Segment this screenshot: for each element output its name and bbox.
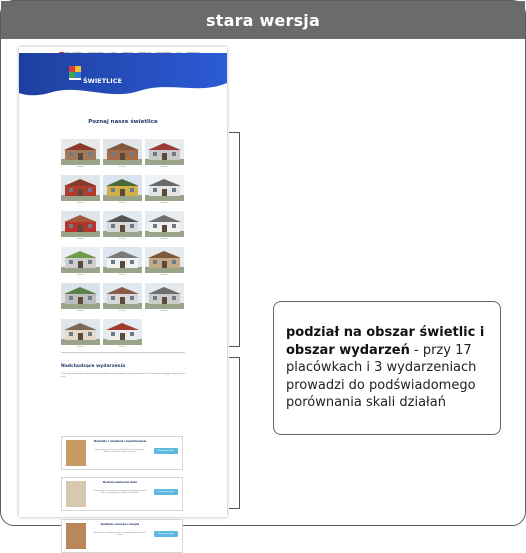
place-caption: Świetlica <box>76 310 85 312</box>
places-grid <box>61 139 185 349</box>
place-tile[interactable] <box>103 319 142 349</box>
place-photo[interactable] <box>61 247 100 273</box>
place-photo[interactable] <box>145 283 184 309</box>
slide-header <box>1 1 525 39</box>
place-photo[interactable] <box>145 211 184 237</box>
callout-rest: - przy 17 placówkach i 3 wydarzeniach prowadzi do podświadomego porównania skali działań <box>286 342 477 410</box>
place-photo[interactable] <box>145 139 184 165</box>
section-divider <box>61 352 185 353</box>
place-tile[interactable] <box>145 247 184 277</box>
event-description: Zapraszamy na wystawę prac plastycznych wykonanych przez dzieci uczęszczające na zajęcia w świetlicach. <box>93 490 147 495</box>
event-thumbnail[interactable] <box>66 440 86 466</box>
place-photo[interactable] <box>145 175 184 201</box>
place-caption: Świetlica <box>160 166 169 168</box>
place-photo[interactable] <box>61 175 100 201</box>
place-photo[interactable] <box>103 175 142 201</box>
swietlice-logo-icon <box>69 66 81 80</box>
event-description: Zapraszamy na warsztaty rękodzieła dla dzieci i dorosłych. Wspólnie tworzymy ozdoby i upominki. <box>95 449 145 454</box>
place-tile[interactable] <box>61 139 100 169</box>
event-title: Spotkanie seniorów z muzyką <box>100 523 140 526</box>
event-card[interactable] <box>61 477 183 511</box>
event-thumbnail[interactable] <box>66 523 86 549</box>
bracket-events <box>229 357 240 509</box>
place-photo[interactable] <box>103 139 142 165</box>
place-tile[interactable] <box>145 175 184 205</box>
annotation-callout <box>273 301 501 435</box>
place-photo[interactable] <box>103 247 142 273</box>
website-screenshot <box>19 47 227 537</box>
place-tile[interactable] <box>61 283 100 313</box>
place-photo[interactable] <box>61 283 100 309</box>
event-card[interactable] <box>61 436 183 470</box>
place-caption: Świetlica <box>160 238 169 240</box>
place-caption: Świetlica <box>118 202 127 204</box>
bracket-places <box>229 132 240 347</box>
event-title: Warsztaty z rękodzieła i majsterkowania <box>93 440 147 443</box>
callout-bold: podział na obszar świetlic i obszar wydarzeń <box>286 325 485 358</box>
hero-title: ŚWIETLICE <box>83 77 122 85</box>
place-photo[interactable] <box>103 319 142 345</box>
place-caption: Świetlica <box>118 166 127 168</box>
place-photo[interactable] <box>145 247 184 273</box>
place-tile[interactable] <box>61 319 100 349</box>
event-title: Wystawa plastyczna dzieci <box>102 481 138 484</box>
callout-text <box>286 324 490 412</box>
event-card[interactable] <box>61 519 183 553</box>
hero-wave-background <box>19 53 227 99</box>
place-photo[interactable] <box>103 211 142 237</box>
slide-title: stara wersja <box>206 10 320 30</box>
place-tile[interactable] <box>103 283 142 313</box>
place-caption: Świetlica <box>160 274 169 276</box>
event-thumbnail[interactable] <box>66 481 86 507</box>
place-tile[interactable] <box>145 283 184 313</box>
place-photo[interactable] <box>61 139 100 165</box>
place-caption: Świetlica <box>76 166 85 168</box>
place-tile[interactable] <box>103 175 142 205</box>
place-caption: Świetlica <box>76 202 85 204</box>
place-tile[interactable] <box>61 211 100 241</box>
place-caption: Świetlica <box>76 346 85 348</box>
place-tile[interactable] <box>61 247 100 277</box>
place-caption: Świetlica <box>160 310 169 312</box>
place-photo[interactable] <box>61 211 100 237</box>
place-caption: Świetlica <box>76 274 85 276</box>
place-tile[interactable] <box>103 247 142 277</box>
place-caption: Świetlica <box>118 310 127 312</box>
events-title: Nadchodzące wydarzenia <box>61 364 126 369</box>
event-details-button[interactable]: Dowiedz się więcej <box>154 531 178 537</box>
place-tile[interactable] <box>145 139 184 169</box>
place-tile[interactable] <box>103 139 142 169</box>
place-tile[interactable] <box>145 211 184 241</box>
place-caption: Świetlica <box>118 238 127 240</box>
event-description: Zapraszamy na wspólne śpiewanie i muzykowanie przy kawie i cieście. <box>93 532 147 537</box>
place-caption: Świetlica <box>76 238 85 240</box>
place-caption: Świetlica <box>118 346 127 348</box>
place-photo[interactable] <box>103 283 142 309</box>
section-title: Poznaj nasze świetlice <box>88 119 158 125</box>
hero-banner <box>19 53 227 99</box>
place-tile[interactable] <box>103 211 142 241</box>
event-details-button[interactable]: Dowiedz się więcej <box>154 448 178 454</box>
place-caption: Świetlica <box>118 274 127 276</box>
place-caption: Świetlica <box>160 202 169 204</box>
place-photo[interactable] <box>61 319 100 345</box>
event-details-button[interactable]: Dowiedz się więcej <box>154 489 178 495</box>
events-subtitle: Dołącz do nas podczas nadchodzących wydarzeń organizowanych w naszych świetlicach. Sprawdź szczegóły i zapisz się już dziś. <box>61 373 186 378</box>
place-tile[interactable] <box>61 175 100 205</box>
